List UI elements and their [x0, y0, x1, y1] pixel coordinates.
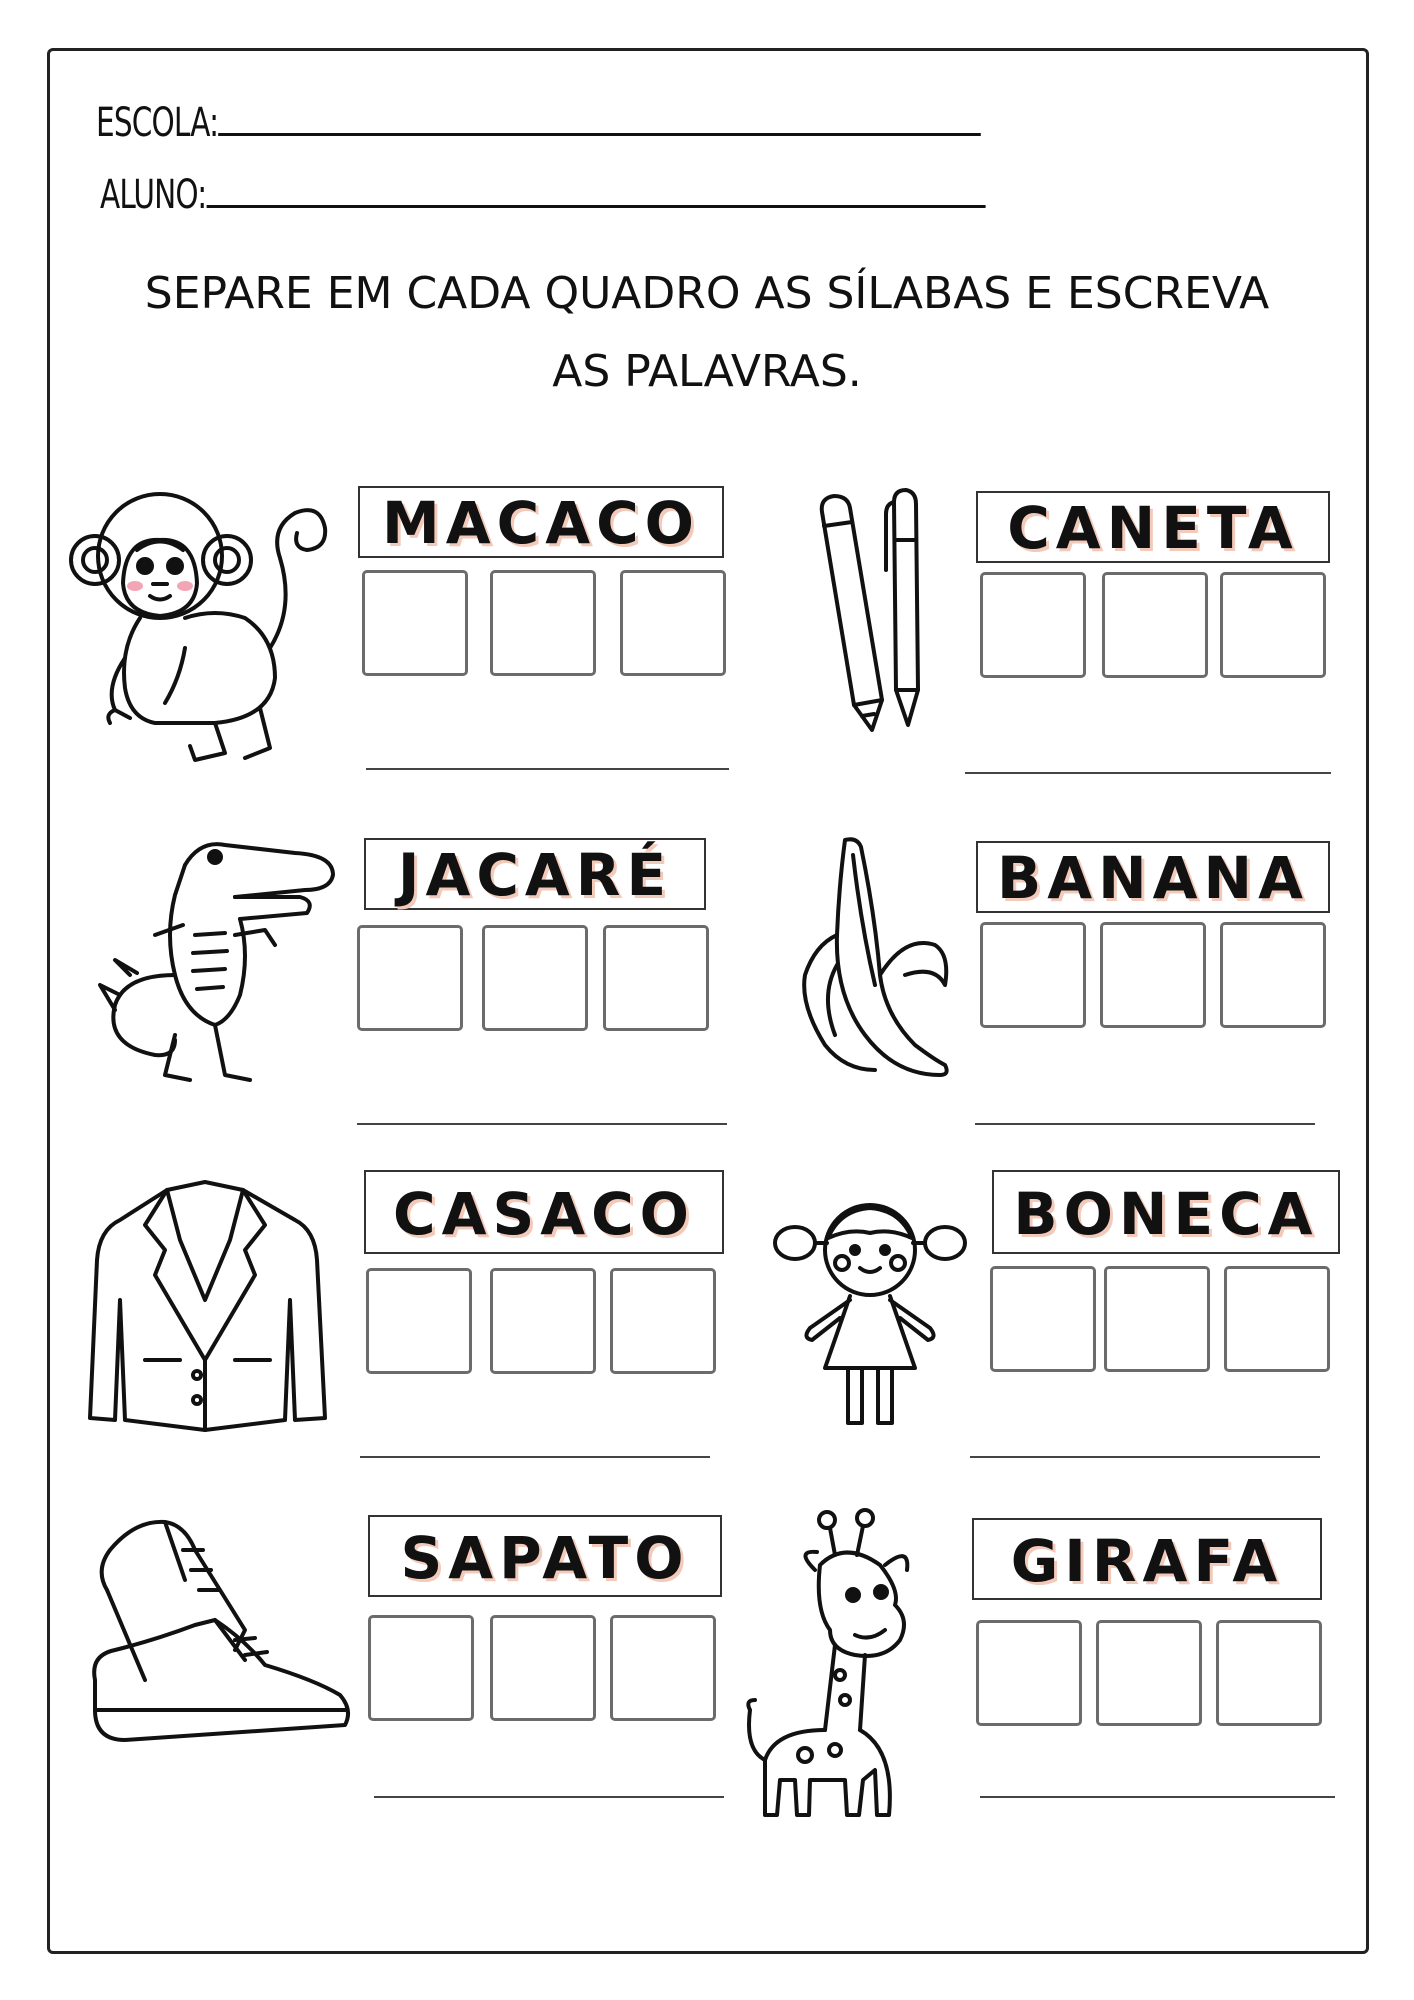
syllable-box-jacare-1[interactable]	[357, 925, 463, 1031]
shoes-icon	[85, 1510, 355, 1755]
answer-line-jacare[interactable]	[357, 1123, 727, 1125]
syllable-box-macaco-1[interactable]	[362, 570, 468, 676]
instruction-line-2: AS PALAVRAS.	[552, 346, 862, 397]
syllable-box-girafa-1[interactable]	[976, 1620, 1082, 1726]
school-field	[96, 100, 981, 146]
answer-line-casaco[interactable]	[360, 1456, 710, 1458]
syllable-box-girafa-2[interactable]	[1096, 1620, 1202, 1726]
alligator-icon	[75, 835, 340, 1090]
syllable-box-banana-2[interactable]	[1100, 922, 1206, 1028]
word-label-boneca: BONECA	[992, 1170, 1340, 1254]
instruction-line-1: SEPARE EM CADA QUADRO AS SÍLABAS E ESCREVA	[144, 268, 1270, 319]
instruction-text	[60, 255, 1354, 411]
word-label-banana: BANANA	[976, 841, 1330, 913]
giraffe-icon	[735, 1510, 955, 1830]
school-blank-line[interactable]	[218, 131, 981, 136]
pencil-pen-icon	[810, 490, 930, 735]
syllable-box-macaco-2[interactable]	[490, 570, 596, 676]
answer-line-macaco[interactable]	[366, 768, 729, 770]
syllable-box-girafa-3[interactable]	[1216, 1620, 1322, 1726]
syllable-box-banana-1[interactable]	[980, 922, 1086, 1028]
school-label: ESCOLA:	[96, 100, 219, 146]
monkey-icon	[65, 478, 355, 768]
word-label-sapato: SAPATO	[368, 1515, 722, 1597]
syllable-box-macaco-3[interactable]	[620, 570, 726, 676]
answer-line-sapato[interactable]	[374, 1796, 724, 1798]
syllable-box-boneca-3[interactable]	[1224, 1266, 1330, 1372]
syllable-box-boneca-1[interactable]	[990, 1266, 1096, 1372]
syllable-box-jacare-2[interactable]	[482, 925, 588, 1031]
student-label: ALUNO:	[100, 172, 207, 218]
word-label-macaco: MACACO	[358, 486, 724, 558]
syllable-box-caneta-1[interactable]	[980, 572, 1086, 678]
answer-line-boneca[interactable]	[970, 1456, 1320, 1458]
syllable-box-caneta-3[interactable]	[1220, 572, 1326, 678]
student-field	[100, 172, 985, 218]
answer-line-banana[interactable]	[975, 1123, 1315, 1125]
syllable-box-sapato-3[interactable]	[610, 1615, 716, 1721]
answer-line-girafa[interactable]	[980, 1796, 1335, 1798]
syllable-box-sapato-2[interactable]	[490, 1615, 596, 1721]
jacket-icon	[85, 1180, 330, 1435]
syllable-box-casaco-2[interactable]	[490, 1268, 596, 1374]
syllable-box-casaco-3[interactable]	[610, 1268, 716, 1374]
doll-icon	[770, 1188, 970, 1438]
banana-icon	[795, 835, 960, 1085]
student-blank-line[interactable]	[206, 203, 985, 208]
word-label-girafa: GIRAFA	[972, 1518, 1322, 1600]
syllable-box-caneta-2[interactable]	[1102, 572, 1208, 678]
syllable-box-casaco-1[interactable]	[366, 1268, 472, 1374]
syllable-box-banana-3[interactable]	[1220, 922, 1326, 1028]
word-label-casaco: CASACO	[364, 1170, 724, 1254]
syllable-box-boneca-2[interactable]	[1104, 1266, 1210, 1372]
answer-line-caneta[interactable]	[965, 772, 1331, 774]
word-label-caneta: CANETA	[976, 491, 1330, 563]
syllable-box-jacare-3[interactable]	[603, 925, 709, 1031]
word-label-jacare: JACARÉ	[364, 838, 706, 910]
syllable-box-sapato-1[interactable]	[368, 1615, 474, 1721]
